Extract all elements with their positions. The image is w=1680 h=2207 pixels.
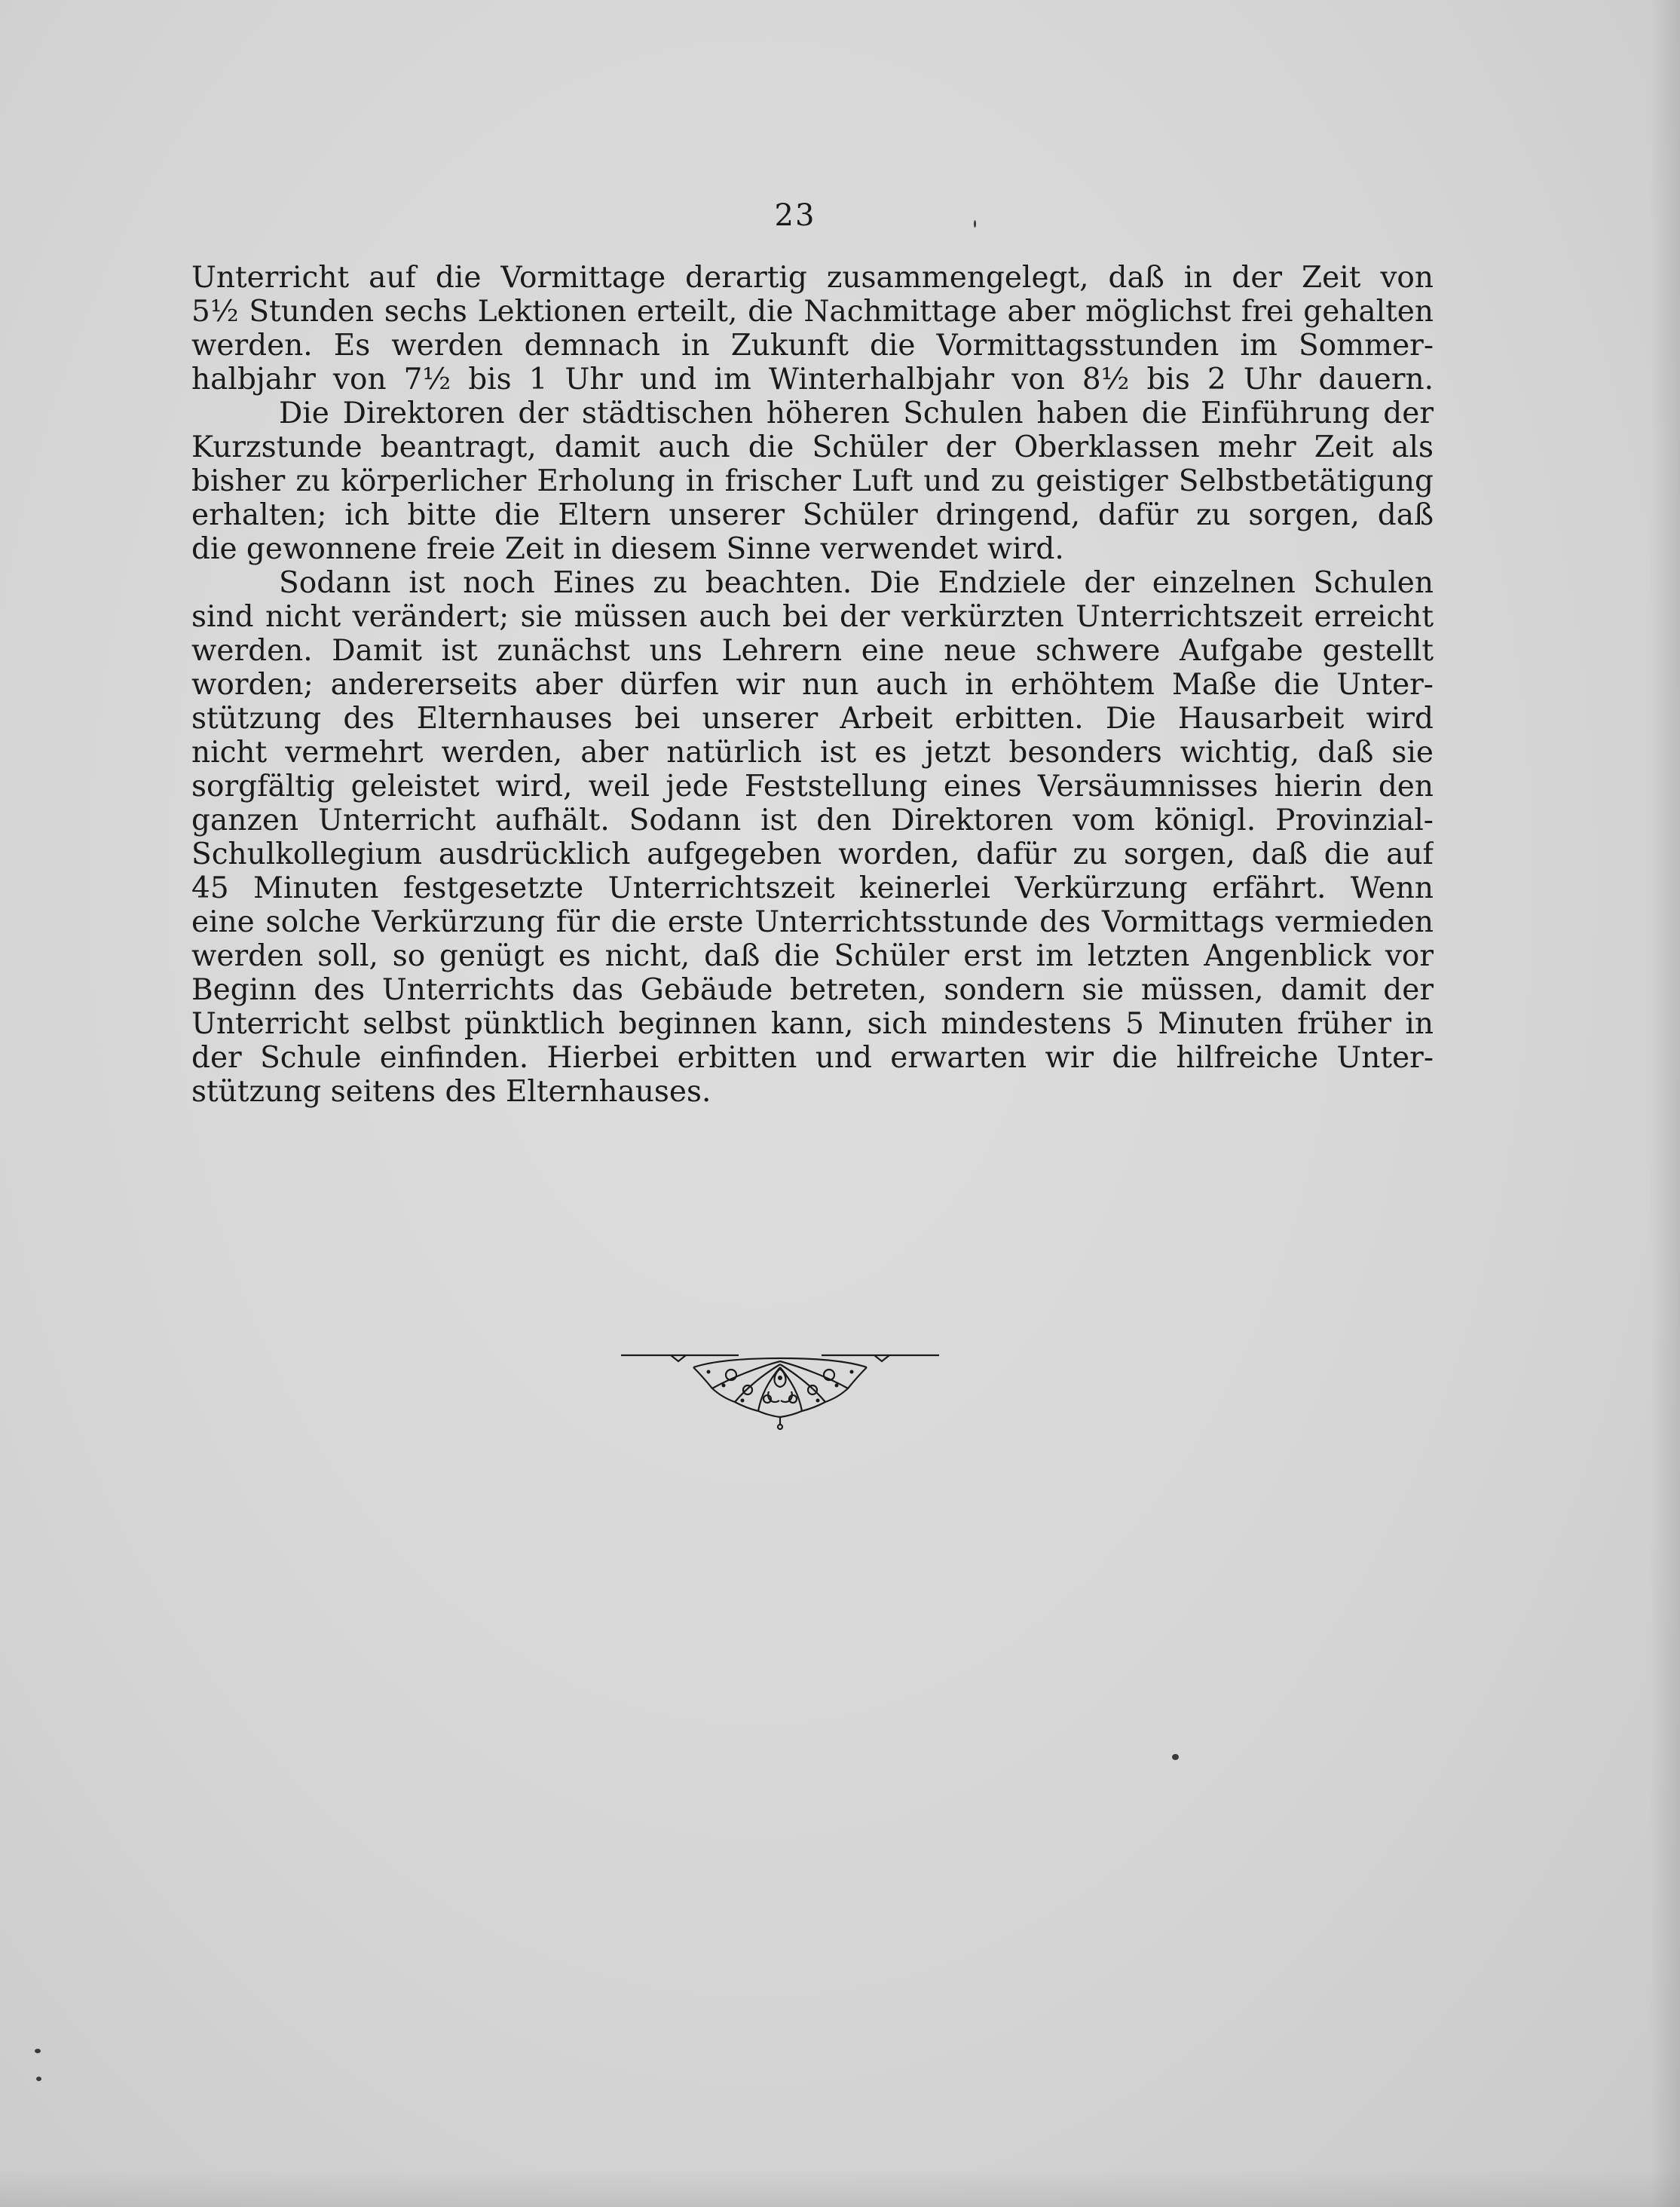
scan-speck (36, 2077, 41, 2081)
text-line: worden; andererseits aber dürfen wir nun auch in erhöhtem Maße die Unter- (191, 668, 1434, 702)
text-line: halbjahr von 7½ bis 1 Uhr und im Winterhalbjahr von 8½ bis 2 Uhr dauern. (191, 363, 1434, 396)
scan-speck (974, 220, 976, 228)
text-line: stützung seitens des Elternhauses. (191, 1075, 711, 1109)
text-line: Sodann ist noch Eines zu beachten. Die Endziele der einzelnen Schulen (279, 566, 1434, 600)
text-line: ganzen Unterricht aufhält. Sodann ist den Direktoren vom königl. Provinzial- (191, 804, 1434, 837)
text-line: werden. Es werden demnach in Zukunft die Vormittagsstunden im Sommer- (191, 329, 1434, 363)
text-line: stützung des Elternhauses bei unserer Arbeit erbitten. Die Hausarbeit wird (191, 702, 1434, 736)
text-line: sorgfältig geleistet wird, weil jede Feststellung eines Versäumnisses hierin den (191, 770, 1434, 804)
text-line: Die Direktoren der städtischen höheren Schulen haben die Einführung der (279, 396, 1434, 430)
text-line: werden soll, so genügt es nicht, daß die Schüler erst im letzten Angenblick vor (191, 939, 1434, 973)
text-line: nicht vermehrt werden, aber natürlich ist es jetzt besonders wichtig, daß sie (191, 736, 1434, 770)
text-line: werden. Damit ist zunächst uns Lehrern eine neue schwere Aufgabe gestellt (191, 634, 1434, 668)
text-line: Beginn des Unterrichts das Gebäude betreten, sondern sie müssen, damit der (191, 973, 1434, 1007)
text-line: Unterricht auf die Vormittage derartig zusammengelegt, daß in der Zeit von (191, 261, 1434, 295)
text-line: Kurzstunde beantragt, damit auch die Schüler der Oberklassen mehr Zeit als (191, 430, 1434, 464)
body-text (191, 261, 1434, 1109)
page-bottom-shadow (0, 2169, 1680, 2207)
ornament-vignette-icon (618, 1342, 942, 1432)
text-line: 45 Minuten festgesetzte Unterrichtszeit keinerlei Verkürzung erfährt. Wenn (191, 871, 1434, 905)
text-line: die gewonnene freie Zeit in diesem Sinne verwendet wird. (191, 532, 1064, 566)
text-line: 5½ Stunden sechs Lektionen erteilt, die Nachmittage aber möglichst frei gehalten (191, 295, 1434, 329)
text-line: Unterricht selbst pünktlich beginnen kann, sich mindestens 5 Minuten früher in (191, 1007, 1434, 1041)
text-line: erhalten; ich bitte die Eltern unserer Schüler dringend, dafür zu sorgen, daß (191, 498, 1434, 532)
page-edge-shadow (1650, 0, 1680, 2207)
text-line: der Schule einfinden. Hierbei erbitten und erwarten wir die hilfreiche Unter- (191, 1041, 1434, 1075)
text-line: Schulkollegium ausdrücklich aufgegeben worden, dafür zu sorgen, daß die auf (191, 837, 1434, 871)
text-line: sind nicht verändert; sie müssen auch bei der verkürzten Unterrichtszeit erreicht (191, 600, 1434, 634)
scan-speck (1172, 1754, 1179, 1760)
scan-speck (35, 2049, 41, 2053)
text-line: eine solche Verkürzung für die erste Unterrichtsstunde des Vormittags vermieden (191, 905, 1434, 939)
page-number: 23 (774, 198, 816, 233)
text-line: bisher zu körperlicher Erholung in frischer Luft und zu geistiger Selbstbetätigung (191, 464, 1434, 498)
